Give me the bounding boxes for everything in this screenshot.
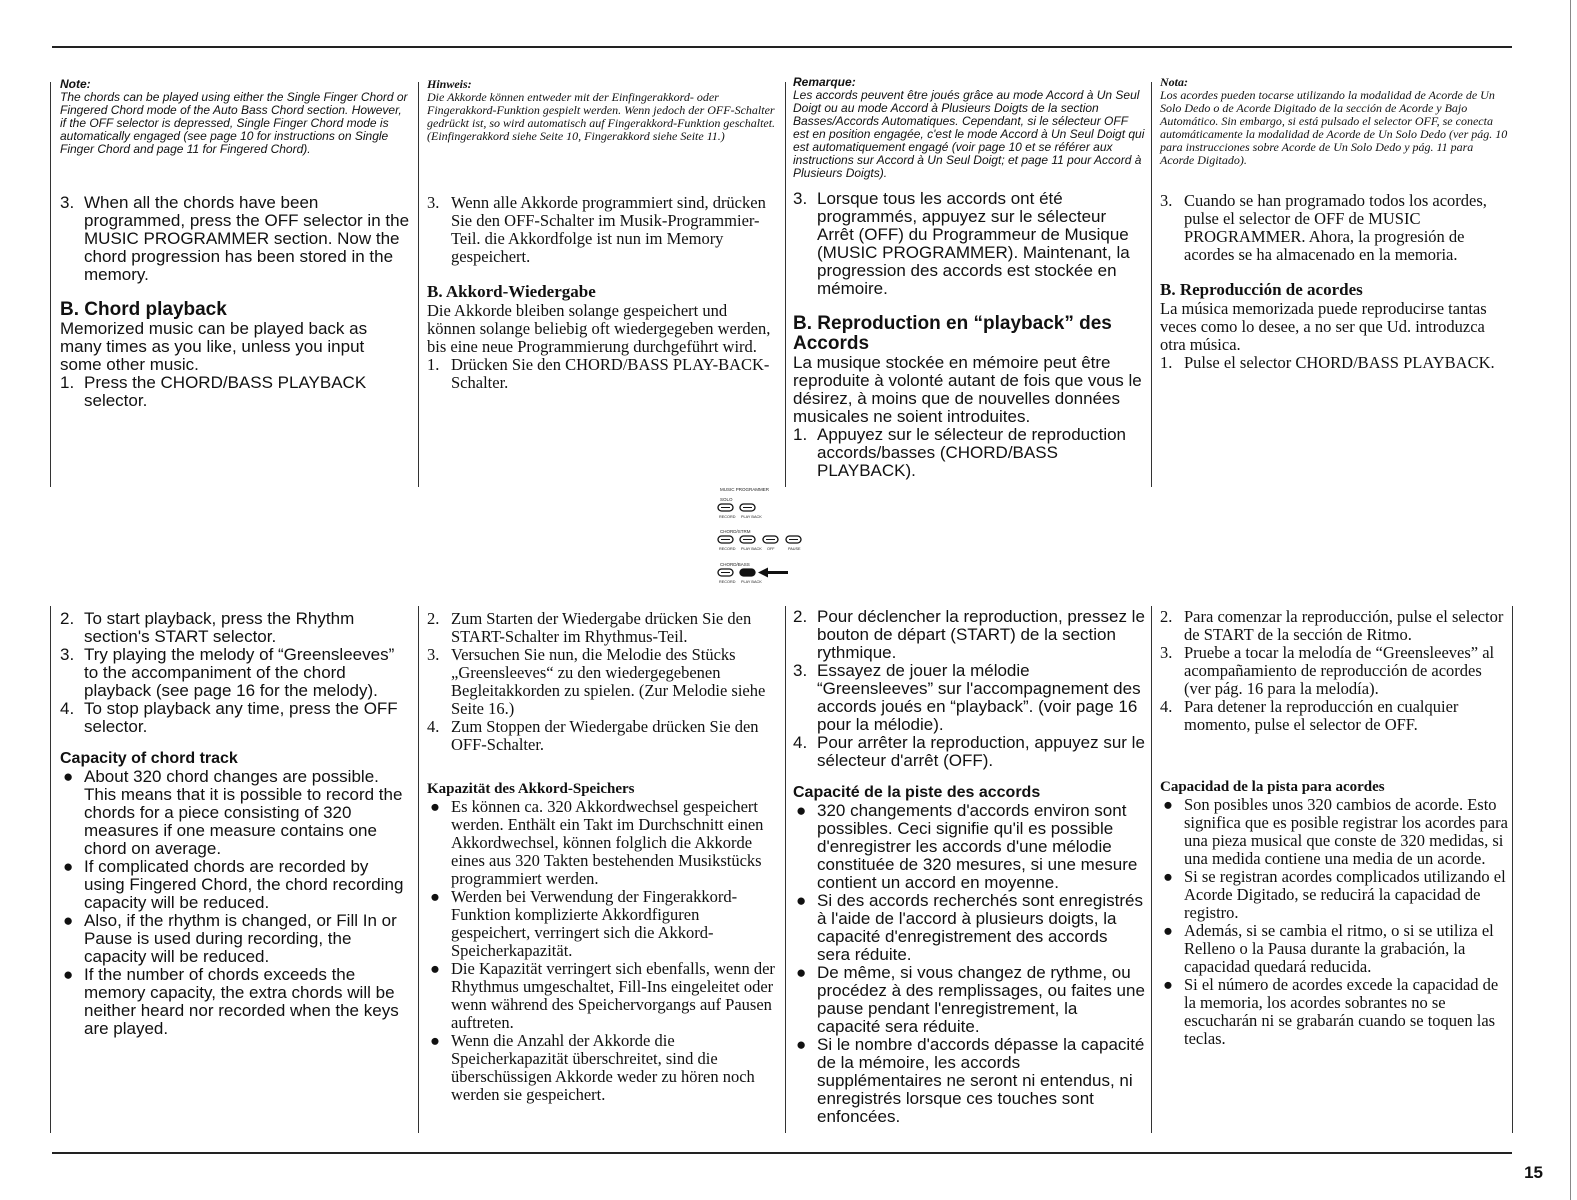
french-lower-column [793, 608, 1145, 1126]
english-capacity-bullet: About 320 chord changes are possible. This means that it is possible to record the chords for a piece consisting of 320 measures if one measure contains one chord on average. [84, 767, 403, 858]
german-step-2-text: Zum Starten der Wiedergabe drücken Sie den START-Schalter im Rhythmus-Teil. [451, 609, 752, 646]
chordbass-playback-button [740, 569, 755, 576]
english-lower-column [60, 610, 410, 1038]
german-capacity-list: ● Es können ca. 320 Akkordwechsel gespeichert werden. Enthält ein Takt im Durchschnitt einen Akkordwechsel, können folglich die Akkorde eines aus 320 Takten bestehenden Musikstücks programmiert werden. ● Werden bei Verwendung der Fingerakkord-Funktion komplizierte Akkordfiguren gespeichert, verringert sich die Akkord-Speicherkapazität. ● Die Kapazität verringert sich ebenfalls, wenn der Rhythmus umgeschaltet, Fill-Ins eingeleitet oder wenn während des Speichervorgangs auf Pausen auftreten. ● Wenn die Anzahl der Akkorde die Speicherkapazität überschreitet, sind die überschüssigen Akkorde weder zu hören noch werden sie gespeichert. [430, 797, 775, 1104]
spanish-capacity-list: ● Son posibles unos 320 cambios de acorde. Esto significa que es posible registrar los acordes para una pieza musical que conste de 320 medidas, si una medida contiene una media de un acorde. ● Si se registran acordes complicados utilizando el Acorde Digitado, se reducirá la capacidad de registro. ● Además, si se cambia el ritmo, o si se utiliza el Relleno o la Pausa durante la grabación, la capacidad quedará reducida. ● Si el número de acordes excede la capacidad de la memoria, los acordes sobrantes no se escucharán ni se grabarán cuando se toquen las teclas. [1163, 795, 1508, 1048]
diagram-title: MUSIC PROGRAMMER [720, 487, 770, 492]
german-capacity-bullet: Werden bei Verwendung der Fingerakkord-Funktion komplizierte Akkordfiguren gespeichert, verringert sich die Akkord-Speicherkapazität. [451, 887, 738, 960]
spanish-step-2-text: Para comenzar la reproducción, pulse el selector de START de la sección de Ritmo. [1184, 607, 1504, 644]
column-divider-4-bottom [1151, 606, 1152, 1133]
spanish-note [1160, 76, 1510, 167]
column-divider-1-bottom [50, 606, 51, 1133]
diagram-solo-label: SOLO [720, 497, 733, 502]
column-divider-3-top [785, 82, 786, 487]
spanish-capacity-bullet: Además, si se cambia el ritmo, o si se utiliza el Relleno o la Pausa durante la grabación, la capacidad quedará reducida. [1184, 921, 1494, 976]
english-step-3b-text: Try playing the melody of “Greensleeves” to the accompaniment of the chord playback (see page 16 for the melody). [84, 645, 395, 700]
spanish-step-3: 3. Cuando se han programado todos los acordes, pulse el selector de OFF de MUSIC PROGRAMMER. Ahora, la progresión de acordes se ha almacenado en la memoria. [1160, 191, 1487, 264]
french-heading-reproduction: B. Reproduction en “playback” des Accords [793, 313, 1112, 354]
english-step-3-text: When all the chords have been programmed, press the OFF selector in the MUSIC PROGRAMMER section. Now the chord progression has been stored in the memory. [84, 193, 410, 284]
german-step-1-text: Drücken Sie den CHORD/BASS PLAY-BACK-Schalter. [451, 355, 770, 392]
spanish-upper-column [1160, 76, 1510, 372]
music-programmer-panel-diagram [712, 478, 872, 590]
french-capacity-list: ● 320 changements d'accords environ sont possibles. Ceci signifie qu'il es possible d'enregistrer les accords d'une mélodie constituée de 320 mesures, si une mesure contient un accord en moyenne. ● Si des accords recherchés sont enregistrés à l'aide de l'accord à plusieurs doigts, la capacité d'enregistrement des accords sera réduite. ● De même, si vous changez de rythme, ou procédez à des remplissages, ou faites une pause pendant l'enregistrement, la capacité sera réduite. ● Si le nombre d'accords dépasse la capacité de la mémoire, les accords supplémentaires ne seront ni entendus, ni enregistrés lorsque ces touches sont enfoncées. [796, 801, 1145, 1126]
diagram-solo-record-label: RECORD [719, 515, 736, 519]
german-lower-column [427, 610, 777, 1104]
page-number: 15 [1524, 1163, 1543, 1182]
french-step-2-text: Pour déclencher la reproduction, pressez le bouton de départ (START) de la section rythmique. [817, 607, 1145, 662]
german-intro: Die Akkorde bleiben solange gespeichert und können solange beliebig oft wiedergegeben werden, bis eine neue Programmierung durchgeführt wird. [427, 301, 771, 356]
spanish-step-4-text: Para detener la reproducción en cualquier momento, pulse el selector de OFF. [1184, 697, 1459, 734]
french-note-text: Les accords peuvent être joués grâce au mode Accord à Un Seul Doigt ou au mode Accord à Plusieurs Doigts de la section Basses/Accords Automatiques. Cependant, si le sélecteur OFF est en position engagée, c'est le mode Accord à Un Seul Doigt qui est automatiquement engagé (voir page 10 et se référer aux instructions sur Accord à Un Seul Doigt; et page 11 pour Accord à Plusieurs Doigts). [793, 88, 1145, 180]
english-step-2-text: To start playback, press the Rhythm section's START selector. [84, 609, 355, 646]
german-step-3: 3. Wenn alle Akkorde programmiert sind, drücken Sie den OFF-Schalter im Musik-Programmier-Teil. die Akkordfolge ist nun im Memory gespeichert. [427, 193, 766, 266]
column-divider-4-top [1151, 82, 1152, 487]
german-step-3-text: Wenn alle Akkorde programmiert sind, drücken Sie den OFF-Schalter im Musik-Programmier-Teil. die Akkordfolge ist nun im Memory gespeichert. [451, 193, 766, 266]
spanish-note-title: Nota: [1160, 75, 1188, 89]
english-capacity-bullet: If complicated chords are recorded by using Fingered Chord, the chord recording capacity will be reduced. [84, 857, 404, 912]
column-divider-2-top [418, 82, 419, 487]
english-capacity-list: ● About 320 chord changes are possible. This means that it is possible to record the chords for a piece consisting of 320 measures if one measure contains one chord on average. ● If complicated chords are recorded by using Fingered Chord, the chord recording capacity will be reduced. ● Also, if the rhythm is changed, or Fill In or Pause is used during recording, the capacity will be reduced. ● If the number of chords exceeds the memory capacity, the extra chords will be neither heard nor recorded when the keys are played. [63, 767, 404, 1038]
diagram-chord-label: CHORD/STRM [720, 529, 751, 534]
spanish-step-3b-text: Pruebe a tocar la melodía de “Greensleeves” al acompañamiento de reproducción de acordes (ver pág. 16 para la melodía). [1184, 643, 1495, 698]
german-step-1: 1. Drücken Sie den CHORD/BASS PLAY-BACK-Schalter. [427, 355, 770, 392]
french-step-1-text: Appuyez sur le sélecteur de reproduction accords/basses (CHORD/BASS PLAYBACK). [817, 425, 1127, 480]
french-note-title: Remarque: [793, 75, 856, 89]
spanish-intro: La música memorizada puede reproducirse tantas veces como lo desee, a no ser que Ud. introduzca otra música. [1160, 299, 1487, 354]
german-capacity-heading: Kapazität des Akkord-Speichers [427, 781, 635, 797]
column-divider-2-bottom [418, 606, 419, 1133]
german-heading-akkord-wiedergabe: B. Akkord-Wiedergabe [427, 282, 596, 301]
arrow-icon [758, 568, 788, 578]
page-edge-line [1570, 0, 1571, 1200]
french-upper-column [793, 76, 1145, 480]
spanish-capacity-bullet: Si el número de acordes excede la capacidad de la memoria, los acordes sobrantes no se escucharán ni se grabarán cuando se toquen las teclas. [1184, 975, 1499, 1048]
french-step-4-text: Pour arrêter la reproduction, appuyez sur le sélecteur d'arrêt (OFF). [817, 733, 1145, 770]
english-note [60, 78, 410, 156]
diagram-chordbass-record-label: RECORD [719, 580, 736, 584]
spanish-lower-column [1160, 608, 1508, 1048]
german-capacity-bullet: Es können ca. 320 Akkordwechsel gespeichert werden. Enthält ein Takt im Durchschnitt einen Akkordwechsel, können folglich die Akkorde eines aus 320 Takten bestehenden Musikstücks programmiert werden. [451, 797, 764, 888]
column-divider-1-top [50, 82, 51, 487]
spanish-step-3-text: Cuando se han programado todos los acordes, pulse el selector de OFF de MUSIC PROGRAMMER. Ahora, la progresión de acordes se ha almacenado en la memoria. [1184, 191, 1487, 264]
spanish-lower-steps: 2. Para comenzar la reproducción, pulse el selector de START de la sección de Ritmo. 3. Pruebe a tocar la melodía de “Greensleeves” al acompañamiento de reproducción de acordes (ver pág. 16 para la melodía). 4. Para detener la reproducción en cualquier momento, pulse el selector de OFF. [1160, 607, 1504, 734]
spanish-step-1: 1. Pulse el selector CHORD/BASS PLAYBACK. [1160, 353, 1495, 372]
french-capacity-bullet: Si le nombre d'accords dépasse la capacité de la mémoire, les accords supplémentaires ne seront ni entendus, ni enregistrés lorsque ces touches sont enfoncées. [817, 1035, 1145, 1126]
english-note-text: The chords can be played using either the Single Finger Chord or Fingered Chord mode of the Auto Bass Chord section. However, if the OFF selector is depressed, Single Finger Chord mode is automatically engaged (see page 10 for instructions on Single Finger Chord and page 11 for Fingered Chord). [60, 90, 408, 156]
english-capacity-bullet: Also, if the rhythm is changed, or Fill In or Pause is used during recording, the capacity will be reduced. [84, 911, 397, 966]
english-lower-steps: 2. To start playback, press the Rhythm section's START selector. 3. Try playing the melody of “Greensleeves” to the accompaniment of the chord playback (see page 16 for the melody). 4. To stop playback any time, press the OFF selector. [60, 609, 398, 736]
diagram-chordbass-playback-label: PLAY BACK [741, 580, 762, 584]
diagram-chord-playback-label: PLAY BACK [741, 547, 762, 551]
french-step-1: 1. Appuyez sur le sélecteur de reproduction accords/basses (CHORD/BASS PLAYBACK). [793, 425, 1127, 480]
english-capacity-bullet: If the number of chords exceeds the memory capacity, the extra chords will be neither heard nor recorded when the keys are played. [84, 965, 399, 1038]
french-note [793, 76, 1145, 180]
spanish-heading-reproduccion: B. Reproducción de acordes [1160, 280, 1363, 299]
german-note-text: Die Akkorde können entweder mit der Einfingerakkord- oder Fingerakkord-Funktion gespielt werden. Wenn jedoch der OFF-Schalter gedrückt ist, so wird automatisch auf Fingerakkord-Funktion geschaltet. (Einfingerakkord siehe Seite 10, Fingerakkord siehe Seite 11.) [427, 90, 776, 143]
diagram-chordbass-label: CHORD/BASS [720, 562, 750, 567]
french-step-3-text: Lorsque tous les accords ont été programmés, appuyez sur le sélecteur Arrêt (OFF) du Programmeur de Musique (MUSIC PROGRAMMER). Maintenant, la progression des accords est stockée en mémoire. [817, 189, 1130, 298]
column-divider-5-bottom [1512, 606, 1513, 1133]
french-capacity-heading: Capacité de la piste des accords [793, 784, 1041, 801]
german-note [427, 78, 777, 143]
english-step-3: 3. When all the chords have been programmed, press the OFF selector in the MUSIC PROGRAMMER section. Now the chord progression has been stored in the memory. [60, 193, 410, 284]
french-intro: La musique stockée en mémoire peut être reproduite à volonté autant de fois que vous le désirez, à moins que de nouvelles données musicales ne soient introduites. [793, 353, 1142, 426]
english-step-4-text: To stop playback any time, press the OFF selector. [84, 699, 398, 736]
french-step-3b-text: Essayez de jouer la mélodie “Greensleeves” sur l'accompagnement des accords joués en “playback”. (voir page 16 pour la mélodie). [817, 661, 1141, 734]
english-capacity-heading: Capacity of chord track [60, 750, 238, 767]
spanish-note-text: Los acordes pueden tocarse utilizando la modalidad de Acorde de Un Solo Dedo o de Acorde Digitado de la sección de Acorde y Bajo Automático. Sin embargo, si está pulsado el selector OFF, se conecta automáticamente la modalidad de Acorde de Un Solo Dedo (ver pág. 10 para instrucciones sobre Acorde de Un Solo Dedo y pág. 11 para Acorde Digitado). [1160, 88, 1508, 167]
english-note-title: Note: [60, 77, 91, 91]
diagram-chord-off-label: OFF [767, 547, 775, 551]
diagram-solo-playback-label: PLAY BACK [741, 515, 762, 519]
spanish-capacity-heading: Capacidad de la pista para acordes [1160, 779, 1385, 795]
top-rule [52, 46, 1512, 48]
german-capacity-bullet: Wenn die Anzahl der Akkorde die Speicherkapazität überschreitet, sind die überschüssigen Akkorde weder zu hören noch werden sie gespeichert. [451, 1031, 755, 1104]
german-upper-column [427, 78, 777, 392]
english-intro: Memorized music can be played back as many times as you like, unless you input some other music. [60, 319, 368, 374]
diagram-chord-record-label: RECORD [719, 547, 736, 551]
french-capacity-bullet: De même, si vous changez de rythme, ou procédez à des remplissages, ou faites une pause pendant l'enregistrement, la capacité sera réduite. [817, 963, 1145, 1036]
spanish-step-1-text: Pulse el selector CHORD/BASS PLAYBACK. [1184, 353, 1495, 372]
german-note-title: Hinweis: [427, 77, 472, 91]
german-step-3b-text: Versuchen Sie nun, die Melodie des Stücks „Greensleeves“ zu den wiedergegebenen Begleitakkorden zu spielen. (Zur Melodie siehe Seite 16.) [451, 645, 766, 718]
english-step-1: 1. Press the CHORD/BASS PLAYBACK selector. [60, 373, 367, 410]
english-upper-column [60, 78, 410, 410]
french-lower-steps: 2. Pour déclencher la reproduction, pressez le bouton de départ (START) de la section rythmique. 3. Essayez de jouer la mélodie “Greensleeves” sur l'accompagnement des accords joués en “playback”. (voir page 16 pour la mélodie). 4. Pour arrêter la reproduction, appuyez sur le sélecteur d'arrêt (OFF). [793, 607, 1145, 770]
english-step-1-text: Press the CHORD/BASS PLAYBACK selector. [84, 373, 367, 410]
bottom-rule [52, 1152, 1512, 1154]
german-capacity-bullet: Die Kapazität verringert sich ebenfalls, wenn der Rhythmus umgeschaltet, Fill-Ins eingeleitet oder wenn während des Speichervorgangs auf Pausen auftreten. [451, 959, 775, 1032]
column-divider-3-bottom [785, 606, 786, 1133]
french-capacity-bullet: 320 changements d'accords environ sont possibles. Ceci signifie qu'il es possible d'enregistrer les accords d'une mélodie constituée de 320 mesures, si une mesure contient un accord en moyenne. [817, 801, 1138, 892]
english-heading-chord-playback: B. Chord playback [60, 299, 227, 320]
spanish-capacity-bullet: Son posibles unos 320 cambios de acorde. Esto significa que es posible registrar los acordes para una pieza musical que conste de 320 medidas, si una medida contiene una media de un acorde. [1184, 795, 1508, 868]
french-step-3: 3. Lorsque tous les accords ont été programmés, appuyez sur le sélecteur Arrêt (OFF) du Programmeur de Musique (MUSIC PROGRAMMER). Maintenant, la progression des accords est stockée en mémoire. [793, 189, 1130, 298]
spanish-capacity-bullet: Si se registran acordes complicados utilizando el Acorde Digitado, se reducirá la capacidad de registro. [1184, 867, 1506, 922]
german-step-4-text: Zum Stoppen der Wiedergabe drücken Sie den OFF-Schalter. [451, 717, 759, 754]
diagram-chord-pause-label: PAUSE [788, 547, 801, 551]
french-capacity-bullet: Si des accords recherchés sont enregistrés à l'aide de l'accord à plusieurs doigts, la capacité d'enregistrement des accords sera réduite. [817, 891, 1143, 964]
german-lower-steps: 2. Zum Starten der Wiedergabe drücken Sie den START-Schalter im Rhythmus-Teil. 3. Versuchen Sie nun, die Melodie des Stücks „Greensleeves“ zu den wiedergegebenen Begleitakkorden zu spielen. (Zur Melodie siehe Seite 16.) 4. Zum Stoppen der Wiedergabe drücken Sie den OFF-Schalter. [427, 609, 766, 754]
